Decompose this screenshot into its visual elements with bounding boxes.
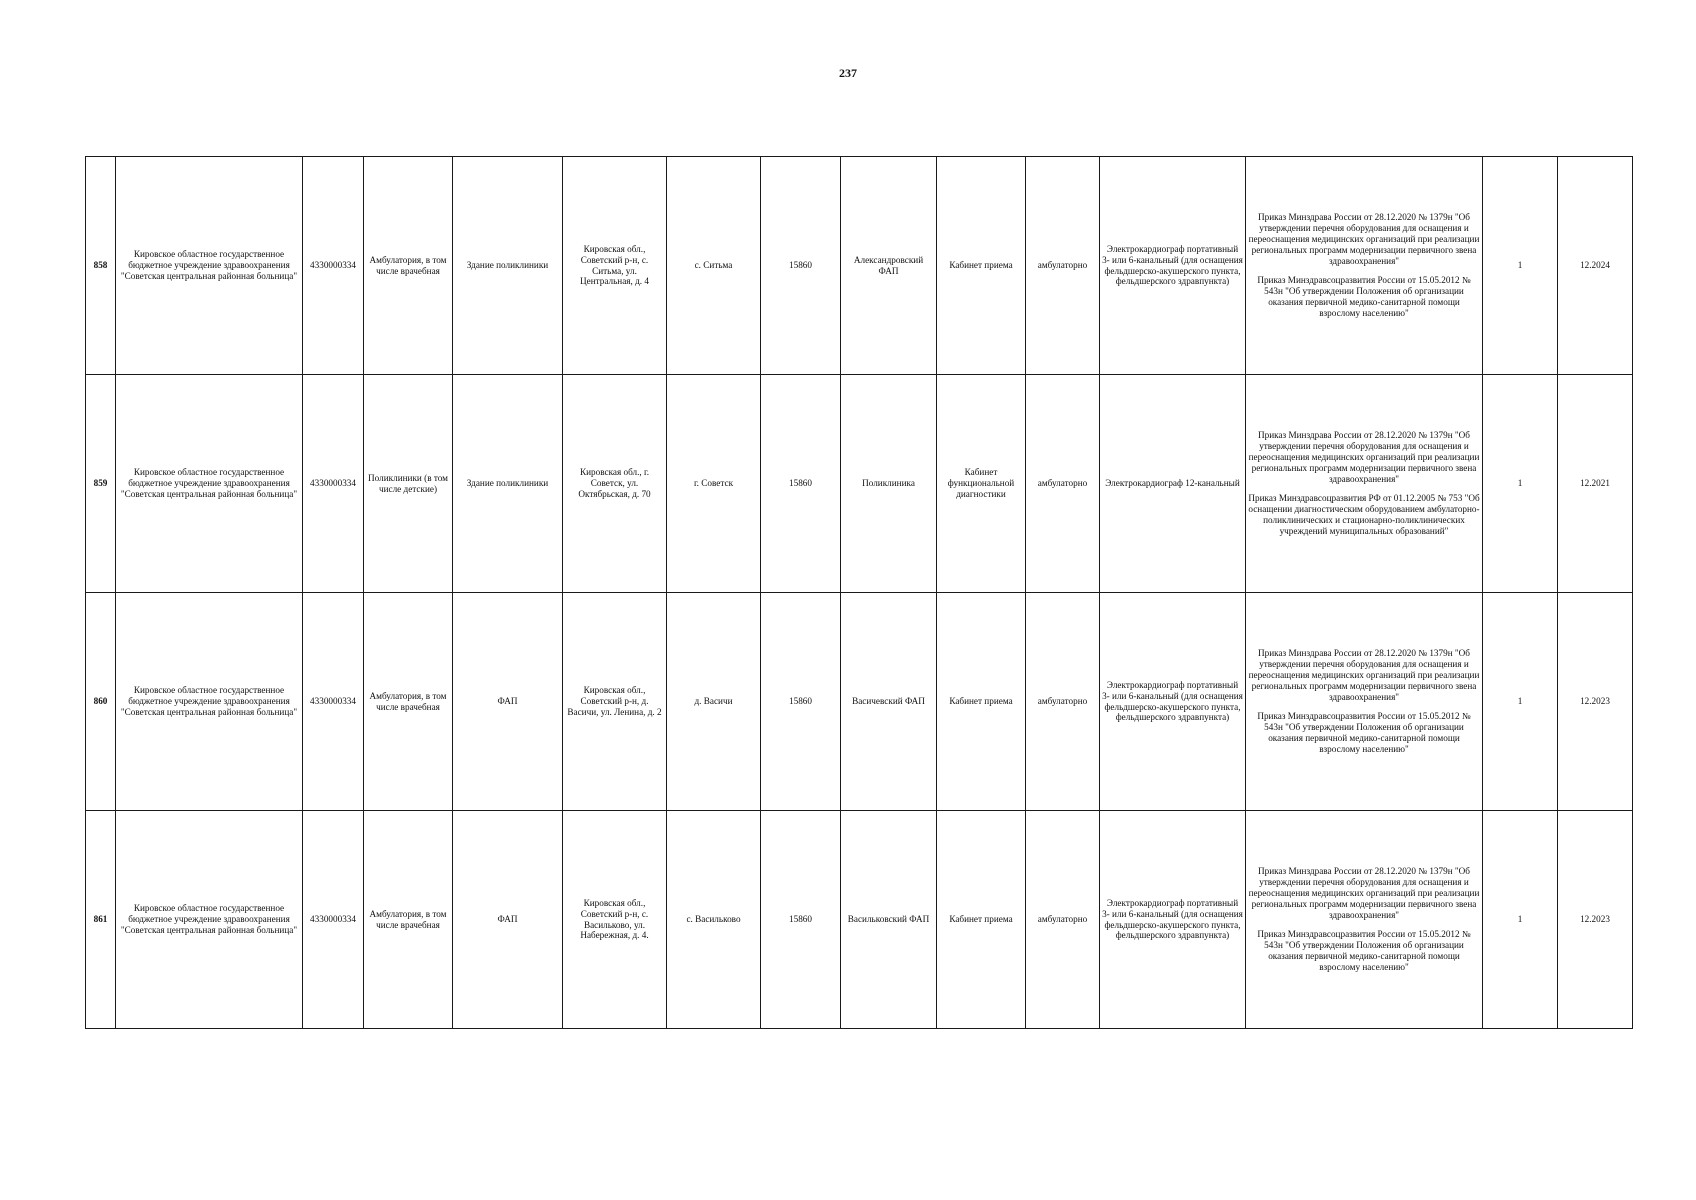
- legal-basis-cell: [1246, 811, 1483, 1029]
- due-date-cell: 12.2023: [1558, 593, 1633, 811]
- table-row: [86, 157, 1633, 375]
- building-type-cell: Здание поликлиники: [453, 375, 563, 593]
- care-form-cell: амбулаторно: [1026, 593, 1100, 811]
- building-type-cell: ФАП: [453, 811, 563, 1029]
- settlement-cell: с. Ситьма: [667, 157, 761, 375]
- organization-name-cell: Кировское областное государственное бюджетное учреждение здравоохранения "Советская центральная районная больница": [116, 157, 303, 375]
- equipment-name-cell: Электрокардиограф портативный 3- или 6-канальный (для оснащения фельдшерско-акушерского пункта, фельдшерского здравпункта): [1100, 811, 1246, 1029]
- legal-reference: Приказ Минздравсоцразвития России от 15.05.2012 № 543н "Об утверждении Положения об организации оказания первичной медико-санитарной помощи взрослому населению": [1257, 275, 1471, 318]
- organization-name-cell: Кировское областное государственное бюджетное учреждение здравоохранения "Советская центральная районная больница": [116, 811, 303, 1029]
- organization-name-cell: Кировское областное государственное бюджетное учреждение здравоохранения "Советская центральная районная больница": [116, 375, 303, 593]
- page-number: 237: [839, 66, 857, 80]
- address-cell: Кировская обл., г. Советск, ул. Октябрьская, д. 70: [563, 375, 667, 593]
- facility-type-cell: Поликлиники (в том числе детские): [364, 375, 453, 593]
- legal-basis-cell: [1246, 157, 1483, 375]
- organization-code-cell: 4330000334: [303, 593, 364, 811]
- legal-basis-cell: [1246, 593, 1483, 811]
- population-value-cell: 15860: [761, 157, 841, 375]
- building-type-cell: Здание поликлиники: [453, 157, 563, 375]
- legal-reference: Приказ Минздрава России от 28.12.2020 № 1379н "Об утверждении перечня оборудования для оснащения и переоснащения медицинских организаций при реализации региональных программ модернизации первичного звена здравоохранения": [1248, 648, 1480, 702]
- organization-name-cell: Кировское областное государственное бюджетное учреждение здравоохранения "Советская центральная районная больница": [116, 593, 303, 811]
- due-date-cell: 12.2024: [1558, 157, 1633, 375]
- structural-unit-cell: Поликлиника: [841, 375, 937, 593]
- structural-unit-cell: Александровский ФАП: [841, 157, 937, 375]
- quantity-cell: 1: [1483, 375, 1558, 593]
- room-name-cell: Кабинет приема: [937, 157, 1026, 375]
- legal-basis-cell: [1246, 375, 1483, 593]
- row-number-cell: 861: [86, 811, 116, 1029]
- organization-code-cell: 4330000334: [303, 811, 364, 1029]
- due-date-cell: 12.2023: [1558, 811, 1633, 1029]
- room-name-cell: Кабинет приема: [937, 593, 1026, 811]
- row-number-cell: 860: [86, 593, 116, 811]
- table-body: [86, 157, 1633, 1029]
- facility-type-cell: Амбулатория, в том числе врачебная: [364, 157, 453, 375]
- care-form-cell: амбулаторно: [1026, 375, 1100, 593]
- settlement-cell: г. Советск: [667, 375, 761, 593]
- building-type-cell: ФАП: [453, 593, 563, 811]
- equipment-name-cell: Электрокардиограф портативный 3- или 6-канальный (для оснащения фельдшерско-акушерского пункта, фельдшерского здравпункта): [1100, 593, 1246, 811]
- address-cell: Кировская обл., Советский р-н, д. Васичи, ул. Ленина, д. 2: [563, 593, 667, 811]
- settlement-cell: с. Васильково: [667, 811, 761, 1029]
- quantity-cell: 1: [1483, 157, 1558, 375]
- room-name-cell: Кабинет функциональной диагностики: [937, 375, 1026, 593]
- legal-reference: Приказ Минздравсоцразвития России от 15.05.2012 № 543н "Об утверждении Положения об организации оказания первичной медико-санитарной помощи взрослому населению": [1257, 929, 1471, 972]
- structural-unit-cell: Васильковский ФАП: [841, 811, 937, 1029]
- table-row: [86, 811, 1633, 1029]
- legal-reference: Приказ Минздрава России от 28.12.2020 № 1379н "Об утверждении перечня оборудования для оснащения и переоснащения медицинских организаций при реализации региональных программ модернизации первичного звена здравоохранения": [1248, 866, 1480, 920]
- legal-reference: Приказ Минздравсоцразвития РФ от 01.12.2005 № 753 "Об оснащении диагностическим оборудованием амбулаторно-поликлинических и стационарно-поликлинических учреждений муниципальных образований": [1248, 493, 1480, 536]
- row-number-cell: 859: [86, 375, 116, 593]
- row-number-cell: 858: [86, 157, 116, 375]
- care-form-cell: амбулаторно: [1026, 157, 1100, 375]
- legal-reference: Приказ Минздравсоцразвития России от 15.05.2012 № 543н "Об утверждении Положения об организации оказания первичной медико-санитарной помощи взрослому населению": [1257, 711, 1471, 754]
- address-cell: Кировская обл., Советский р-н, с. Васильково, ул. Набережная, д. 4.: [563, 811, 667, 1029]
- table-row: [86, 375, 1633, 593]
- care-form-cell: амбулаторно: [1026, 811, 1100, 1029]
- equipment-name-cell: Электрокардиограф портативный 3- или 6-канальный (для оснащения фельдшерско-акушерского пункта, фельдшерского здравпункта): [1100, 157, 1246, 375]
- due-date-cell: 12.2021: [1558, 375, 1633, 593]
- facility-type-cell: Амбулатория, в том числе врачебная: [364, 811, 453, 1029]
- facility-type-cell: Амбулатория, в том числе врачебная: [364, 593, 453, 811]
- equipment-table: [85, 156, 1633, 1029]
- table-row: [86, 593, 1633, 811]
- quantity-cell: 1: [1483, 811, 1558, 1029]
- structural-unit-cell: Васичевский ФАП: [841, 593, 937, 811]
- organization-code-cell: 4330000334: [303, 157, 364, 375]
- settlement-cell: д. Васичи: [667, 593, 761, 811]
- population-value-cell: 15860: [761, 811, 841, 1029]
- organization-code-cell: 4330000334: [303, 375, 364, 593]
- room-name-cell: Кабинет приема: [937, 811, 1026, 1029]
- legal-reference: Приказ Минздрава России от 28.12.2020 № 1379н "Об утверждении перечня оборудования для оснащения и переоснащения медицинских организаций при реализации региональных программ модернизации первичного звена здравоохранения": [1248, 430, 1480, 484]
- population-value-cell: 15860: [761, 593, 841, 811]
- population-value-cell: 15860: [761, 375, 841, 593]
- legal-reference: Приказ Минздрава России от 28.12.2020 № 1379н "Об утверждении перечня оборудования для оснащения и переоснащения медицинских организаций при реализации региональных программ модернизации первичного звена здравоохранения": [1248, 212, 1480, 266]
- address-cell: Кировская обл., Советский р-н, с. Ситьма, ул. Центральная, д. 4: [563, 157, 667, 375]
- equipment-name-cell: Электрокардиограф 12-канальный: [1100, 375, 1246, 593]
- quantity-cell: 1: [1483, 593, 1558, 811]
